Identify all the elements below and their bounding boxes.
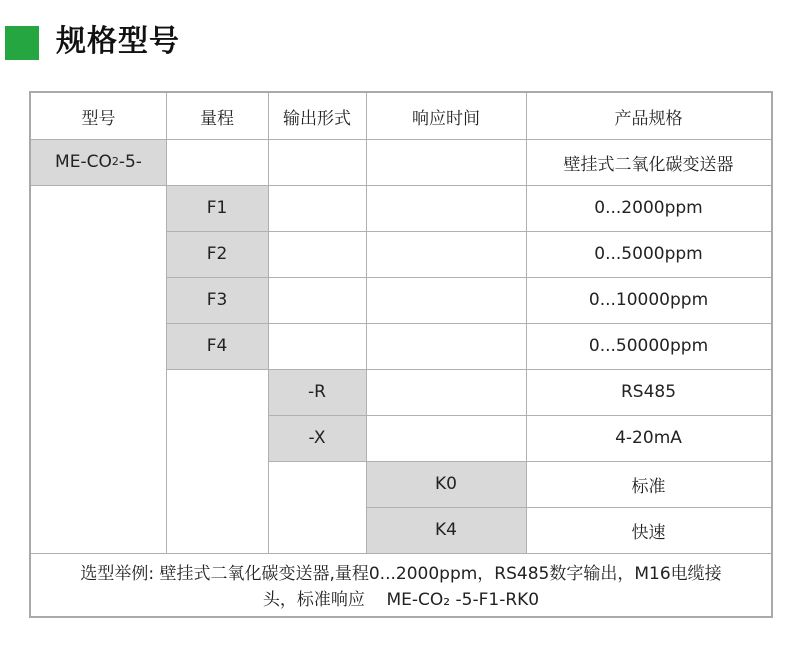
page-title: 规格型号	[56, 24, 180, 59]
grid-line	[31, 185, 771, 186]
grid-line	[268, 415, 771, 416]
header-range: 量程	[200, 108, 234, 129]
grid-line	[166, 277, 771, 278]
output-code: -R	[268, 369, 366, 415]
model-cell: ME-CO 2 -5-	[31, 139, 166, 185]
range-code: F1	[166, 185, 268, 231]
example-note-line2: 头，标准响应 ME-CO₂ -5-F1-RK0	[262, 590, 540, 610]
response-code: K0	[366, 461, 526, 507]
response-code: K4	[366, 507, 526, 553]
grid-line	[166, 323, 771, 324]
grid-line	[526, 93, 527, 553]
response-spec: 快速	[631, 522, 666, 543]
product-name: 壁挂式二氧化碳变送器	[563, 154, 734, 175]
grid-line	[31, 139, 771, 140]
output-spec: RS485	[620, 382, 677, 402]
output-spec: 4-20mA	[615, 428, 682, 448]
grid-line	[268, 461, 771, 462]
response-spec: 标准	[631, 476, 666, 497]
model-suffix: -5-	[118, 152, 142, 172]
grid-line	[166, 231, 771, 232]
header-model: 型号	[81, 108, 116, 129]
range-code: F3	[166, 277, 268, 323]
header-spec: 产品规格	[614, 108, 683, 129]
range-spec: 0...10000ppm	[588, 290, 709, 310]
title-marker-icon	[5, 26, 39, 60]
model-prefix: ME-CO	[55, 152, 112, 172]
range-spec: 0...2000ppm	[594, 198, 703, 218]
grid-line	[366, 93, 367, 553]
spec-table	[29, 91, 773, 618]
header-output: 输出形式	[283, 108, 351, 129]
header-response: 响应时间	[412, 108, 480, 129]
output-code: -X	[268, 415, 366, 461]
grid-line	[366, 507, 771, 508]
range-spec: 0...50000ppm	[588, 336, 709, 356]
range-code: F4	[166, 323, 268, 369]
grid-line	[268, 93, 269, 553]
grid-line	[166, 93, 167, 553]
range-code: F2	[166, 231, 268, 277]
range-spec: 0...5000ppm	[594, 244, 703, 264]
grid-line	[166, 369, 771, 370]
grid-line	[31, 553, 771, 554]
example-note-line1: 选型举例: 壁挂式二氧化碳变送器,量程0...2000ppm，RS485数字输出，M16电缆接	[80, 564, 722, 584]
